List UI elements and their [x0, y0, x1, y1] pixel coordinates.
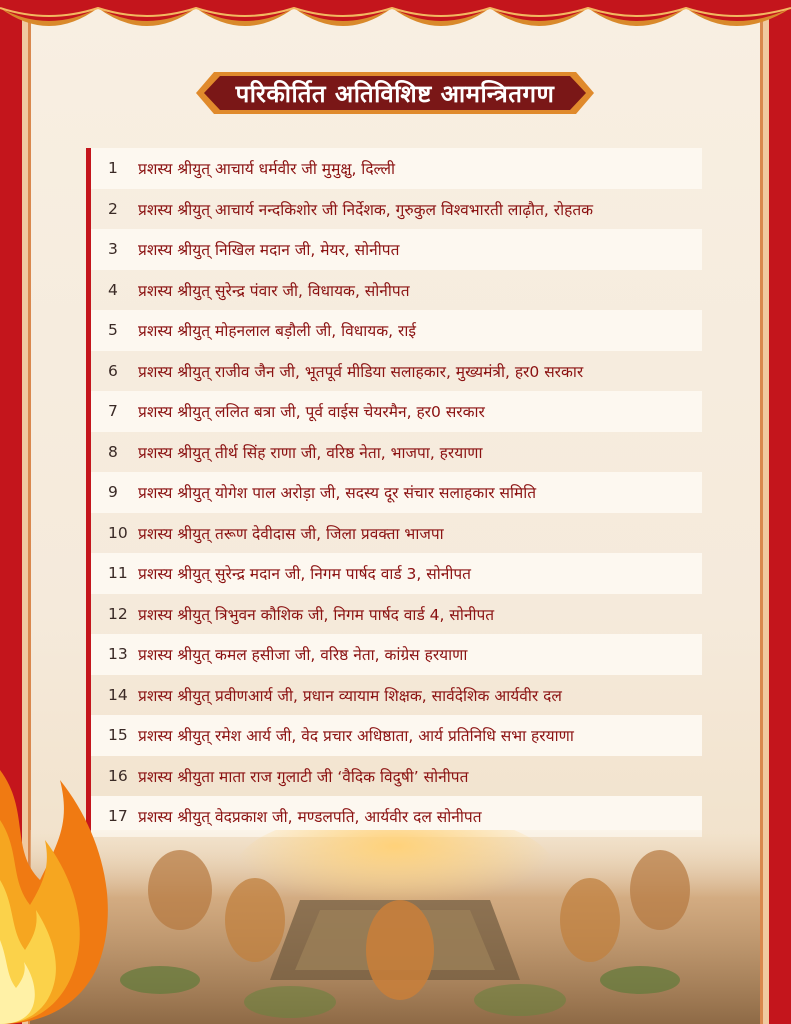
item-number: 7 — [108, 402, 118, 421]
item-number: 13 — [108, 645, 128, 664]
row-accent-bar — [86, 310, 91, 351]
list-item — [86, 594, 702, 635]
list-item — [86, 553, 702, 594]
item-number: 2 — [108, 199, 118, 218]
invitee-name: प्रशस्य श्रीयुत् तीर्थ सिंह राणा जी, वरिष्ठ नेता, भाजपा, हरयाणा — [138, 443, 483, 462]
row-accent-bar — [86, 148, 91, 189]
invitee-name: प्रशस्य श्रीयुत् राजीव जैन जी, भूतपूर्व मीडिया सलाहकार, मुख्यमंत्री, हर0 सरकार — [138, 362, 584, 381]
row-accent-bar — [86, 594, 91, 635]
invitee-name: प्रशस्य श्रीयुत् त्रिभुवन कौशिक जी, निगम पार्षद वार्ड 4, सोनीपत — [138, 605, 495, 624]
list-item — [86, 148, 702, 189]
list-item — [86, 715, 702, 756]
invitee-name: प्रशस्य श्रीयुत् आचार्य नन्दकिशोर जी निर्देशक, गुरुकुल विश्वभारती लाढ़ौत, रोहतक — [138, 200, 594, 219]
invitee-name: प्रशस्य श्रीयुत् तरूण देवीदास जी, जिला प्रवक्ता भाजपा — [138, 524, 444, 543]
invitee-name: प्रशस्य श्रीयुत् सुरेन्द्र मदान जी, निगम पार्षद वार्ड 3, सोनीपत — [138, 565, 472, 584]
row-accent-bar — [86, 351, 91, 392]
invitee-name: प्रशस्य श्रीयुत् सुरेन्द्र पंवार जी, विधायक, सोनीपत — [138, 281, 410, 300]
fire-illustration — [0, 730, 130, 1024]
item-number: 1 — [108, 159, 118, 178]
item-number: 5 — [108, 321, 118, 340]
row-accent-bar — [86, 513, 91, 554]
item-number: 14 — [108, 685, 128, 704]
row-accent-bar — [86, 189, 91, 230]
invitee-name: प्रशस्य श्रीयुता माता राज गुलाटी जी ‘वैदिक विदुषी’ सोनीपत — [138, 767, 469, 786]
item-number: 16 — [108, 766, 128, 785]
invitee-name: प्रशस्य श्रीयुत् आचार्य धर्मवीर जी मुमुक्षु, दिल्ली — [138, 160, 396, 179]
list-item — [86, 756, 702, 797]
invitee-name: प्रशस्य श्रीयुत् योगेश पाल अरोड़ा जी, सदस्य दूर संचार सलाहकार समिति — [138, 484, 537, 503]
list-item — [86, 634, 702, 675]
invitee-name: प्रशस्य श्रीयुत् ललित बत्रा जी, पूर्व वाईस चेयरमैन, हर0 सरकार — [138, 403, 485, 422]
row-accent-bar — [86, 229, 91, 270]
invitee-name: प्रशस्य श्रीयुत् वेदप्रकाश जी, मण्डलपति, आर्यवीर दल सोनीपत — [138, 808, 482, 827]
list-item — [86, 513, 702, 554]
row-accent-bar — [86, 553, 91, 594]
item-number: 8 — [108, 442, 118, 461]
page-title: परिकीर्तित अतिविशिष्ट आमन्त्रितगण — [235, 79, 555, 108]
row-accent-bar — [86, 391, 91, 432]
invitee-name: प्रशस्य श्रीयुत् निखिल मदान जी, मेयर, सोनीपत — [138, 241, 400, 260]
item-number: 12 — [108, 604, 128, 623]
item-number: 15 — [108, 726, 128, 745]
item-number: 9 — [108, 483, 118, 502]
invitee-name: प्रशस्य श्रीयुत् रमेश आर्य जी, वेद प्रचार अधिष्ठाता, आर्य प्रतिनिधि सभा हरयाणा — [138, 727, 574, 746]
curtain-valance — [0, 0, 791, 44]
row-accent-bar — [86, 675, 91, 716]
list-item — [86, 351, 702, 392]
list-item — [86, 270, 702, 311]
invitee-list — [86, 148, 702, 837]
item-number: 4 — [108, 280, 118, 299]
list-item — [86, 189, 702, 230]
list-item — [86, 310, 702, 351]
item-number: 6 — [108, 361, 118, 380]
list-item — [86, 432, 702, 473]
invitee-name: प्रशस्य श्रीयुत् कमल हसीजा जी, वरिष्ठ नेता, कांग्रेस हरयाणा — [138, 646, 468, 665]
list-item — [86, 472, 702, 513]
invitee-name: प्रशस्य श्रीयुत् मोहनलाल बड़ौली जी, विधायक, राई — [138, 322, 416, 341]
list-item — [86, 229, 702, 270]
row-accent-bar — [86, 634, 91, 675]
row-accent-bar — [86, 472, 91, 513]
item-number: 17 — [108, 807, 128, 826]
row-accent-bar — [86, 432, 91, 473]
item-number: 11 — [108, 564, 128, 583]
row-accent-bar — [86, 270, 91, 311]
item-number: 3 — [108, 240, 118, 259]
list-item — [86, 391, 702, 432]
item-number: 10 — [108, 523, 128, 542]
invitee-name: प्रशस्य श्रीयुत् प्रवीणआर्य जी, प्रधान व्यायाम शिक्षक, सार्वदेशिक आर्यवीर दल — [138, 686, 562, 705]
list-item — [86, 675, 702, 716]
